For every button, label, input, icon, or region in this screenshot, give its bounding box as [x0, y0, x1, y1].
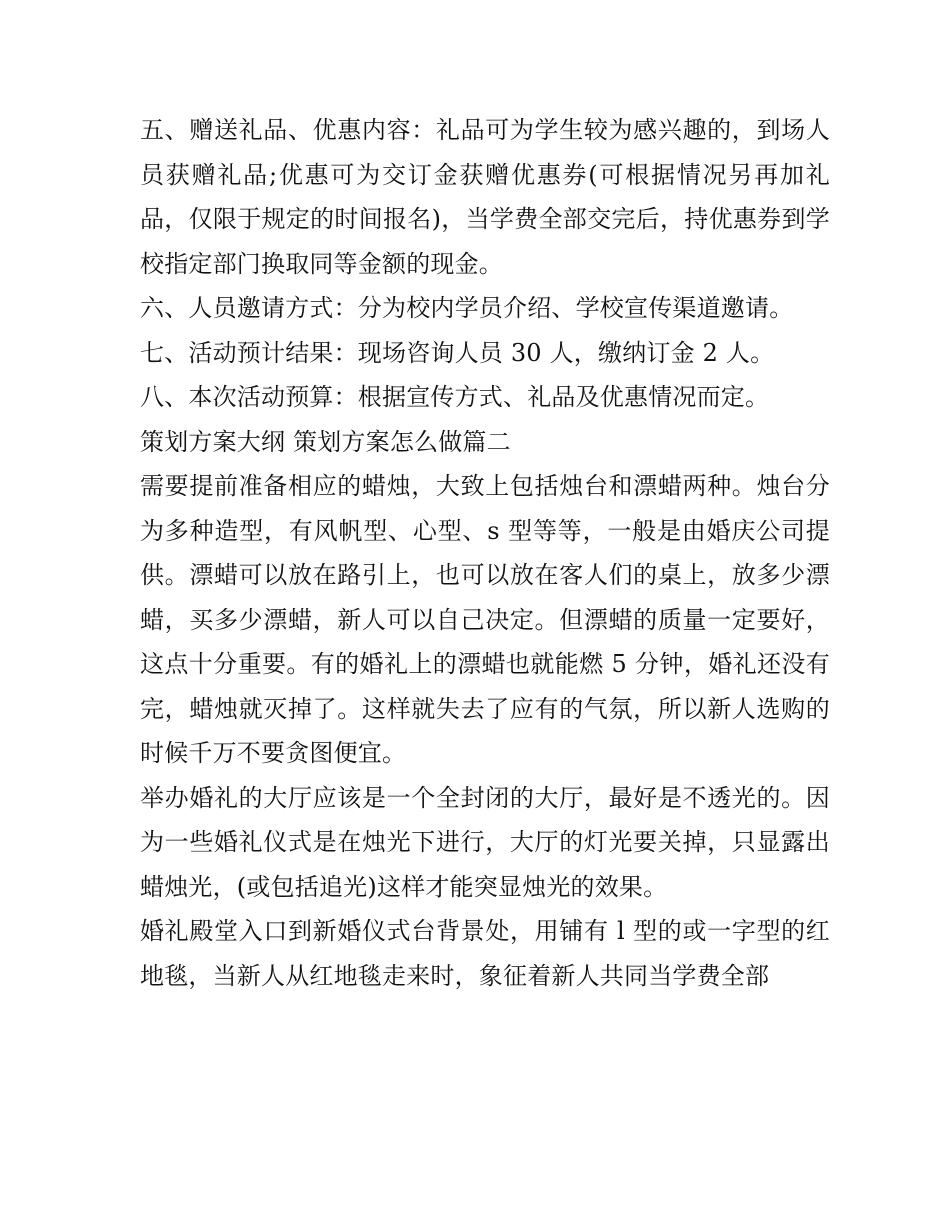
paragraph-gifts-offers: 五、赠送礼品、优惠内容：礼品可为学生较为感兴趣的，到场人员获赠礼品;优惠可为交订金获赠优惠券(可根据情况另再加礼品，仅限于规定的时间报名)，当学费全部交完后，持优惠券到学校指定部门换取同等金额的现金。: [140, 116, 830, 278]
document-body: [140, 108, 830, 998]
paragraph-candles: 需要提前准备相应的蜡烛，大致上包括烛台和漂蜡两种。烛台分为多种造型，有风帆型、心型、s 型等等，一般是由婚庆公司提供。漂蜡可以放在路引上，也可以放在客人们的桌上，放多少漂蜡，买多少漂蜡，新人可以自己决定。但漂蜡的质量一定要好，这点十分重要。有的婚礼上的漂蜡也就能燃 5 分钟，婚礼还没有完，蜡烛就灭掉了。这样就失去了应有的气氛，所以新人选购的时候千万不要贪图便宜。: [140, 472, 830, 767]
paragraph-budget: 八、本次活动预算：根据宣传方式、礼品及优惠情况而定。: [140, 383, 770, 411]
section-heading: 策划方案大纲 策划方案怎么做篇二: [140, 427, 511, 456]
paragraph-red-carpet: 婚礼殿堂入口到新婚仪式台背景处，用铺有 l 型的或一字型的红地毯，当新人从红地毯走来时，象征着新人共同当学费全部: [140, 917, 830, 990]
paragraph-expected-result: 七、活动预计结果：现场咨询人员 30 人，缴纳订金 2 人。: [140, 338, 775, 367]
paragraph-invitation-method: 六、人员邀请方式：分为校内学员介绍、学校宣传渠道邀请。: [140, 294, 794, 322]
paragraph-hall: 举办婚礼的大厅应该是一个全封闭的大厅，最好是不透光的。因为一些婚礼仪式是在烛光下进行，大厅的灯光要关掉，只显露出蜡烛光，(或包括追光)这样才能突显烛光的效果。: [140, 783, 830, 901]
